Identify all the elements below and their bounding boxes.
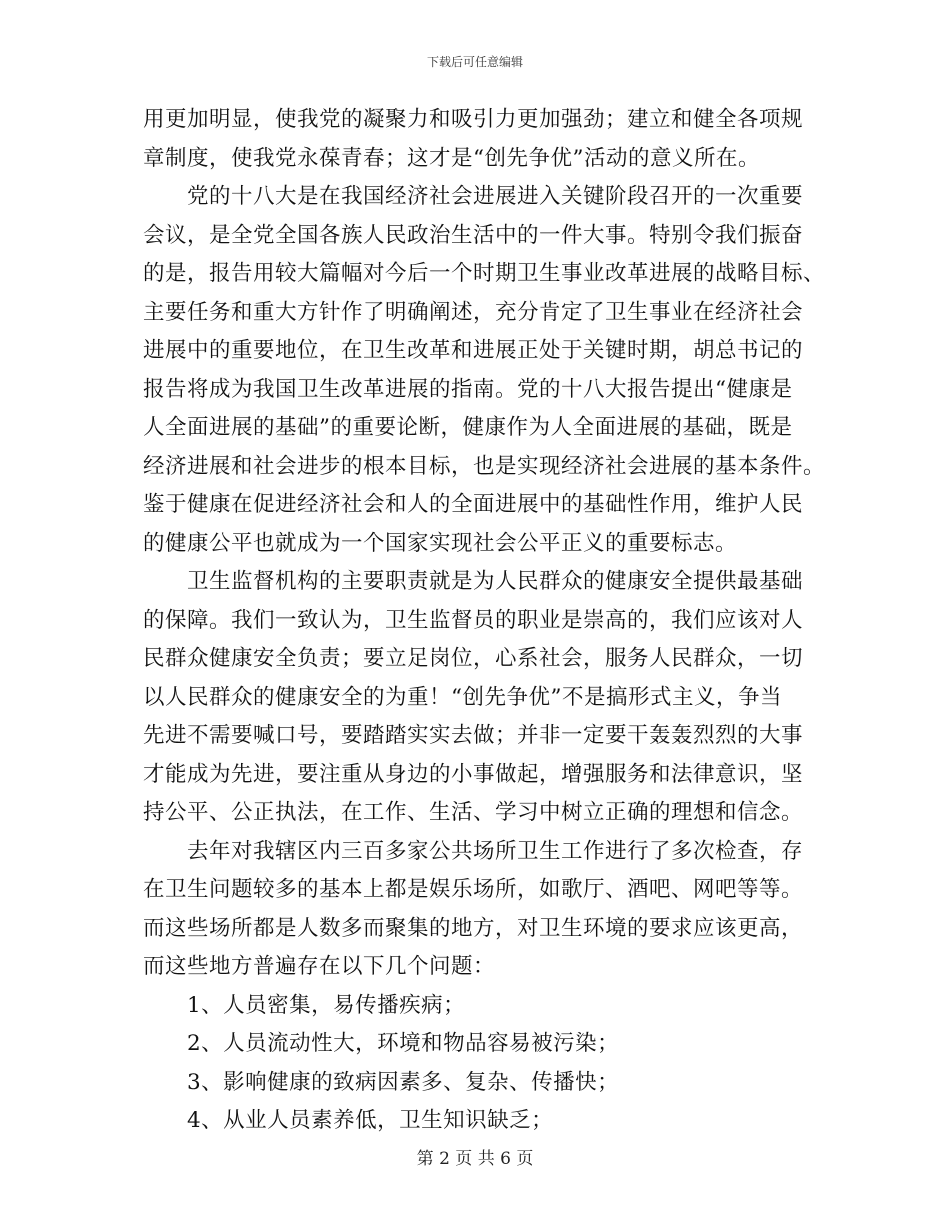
text-line: 卫生监督机构的主要职责就是为人民群众的健康安全提供最基础 [143, 569, 804, 594]
text-line: 去年对我辖区内三百多家公共场所卫生工作进行了多次检查，存 [143, 838, 804, 864]
text-line: 经济进展和社会进步的根本目标，也是实现经济社会进展的基本条件。 [143, 453, 826, 479]
text-line: 民群众健康安全负责；要立足岗位，心系社会，服务人民群众，一切 [143, 646, 804, 671]
text-line: 而这些场所都是人数多而聚集的地方，对卫生环境的要求应该更高， [143, 915, 804, 941]
list-item: 3、影响健康的致病因素多、复杂、传播快； [143, 1069, 620, 1095]
text-line: 持公平、公正执法，在工作、生活、学习中树立正确的理想和信念。 [143, 800, 804, 825]
text-line: 的保障。我们一致认为，卫生监督员的职业是崇高的，我们应该对人 [143, 607, 804, 633]
page-number: 第 2 页 共 6 页 [416, 1149, 534, 1169]
list-item: 1、人员密集，易传播疾病； [143, 992, 466, 1018]
text-line: 会议，是全党全国各族人民政治生活中的一件大事。特别令我们振奋 [143, 222, 804, 248]
text-line: 用更加明显，使我党的凝聚力和吸引力更加强劲；建立和健全各项规 [143, 107, 804, 132]
document-body [143, 101, 826, 1141]
text-line: 章制度，使我党永葆青春；这才是“创先争优”活动的意义所在。 [143, 145, 760, 171]
text-line: 以人民群众的健康安全的为重！“创先争优”不是搞形式主义，争当 [143, 684, 782, 710]
text-line: 报告将成为我国卫生改革进展的指南。党的十八大报告提出“健康是 [143, 376, 793, 402]
text-line: 的健康公平也就成为一个国家实现社会公平正义的重要标志。 [143, 530, 738, 556]
text-line: 才能成为先进，要注重从身边的小事做起，增强服务和法律意识，坚 [143, 761, 804, 787]
text-line: 鉴于健康在促进经济社会和人的全面进展中的基础性作用，维护人民 [143, 492, 804, 517]
text-line: 人全面进展的基础”的重要论断，健康作为人全面进展的基础，既是 [143, 415, 793, 440]
page-header: 下载后可任意编辑 [426, 55, 523, 69]
list-item: 2、人员流动性大，环境和物品容易被污染； [143, 1031, 620, 1056]
text-line: 主要任务和重大方针作了明确阐述，充分肯定了卫生事业在经济社会 [143, 299, 804, 325]
text-line: 的是，报告用较大篇幅对今后一个时期卫生事业改革进展的战略目标、 [143, 261, 826, 286]
text-line: 而这些地方普遍存在以下几个问题： [143, 954, 496, 979]
text-line: 进展中的重要地位，在卫生改革和进展正处于关键时期，胡总书记的 [143, 338, 804, 363]
list-item: 4、从业人员素养低，卫生知识缺乏； [143, 1108, 554, 1133]
text-line: 在卫生问题较多的基本上都是娱乐场所，如歌厅、酒吧、网吧等等。 [143, 877, 804, 902]
text-line: 先进不需要喊口号，要踏踏实实去做；并非一定要干轰轰烈烈的大事 [143, 723, 804, 748]
text-line: 党的十八大是在我国经济社会进展进入关键阶段召开的一次重要 [143, 184, 804, 209]
